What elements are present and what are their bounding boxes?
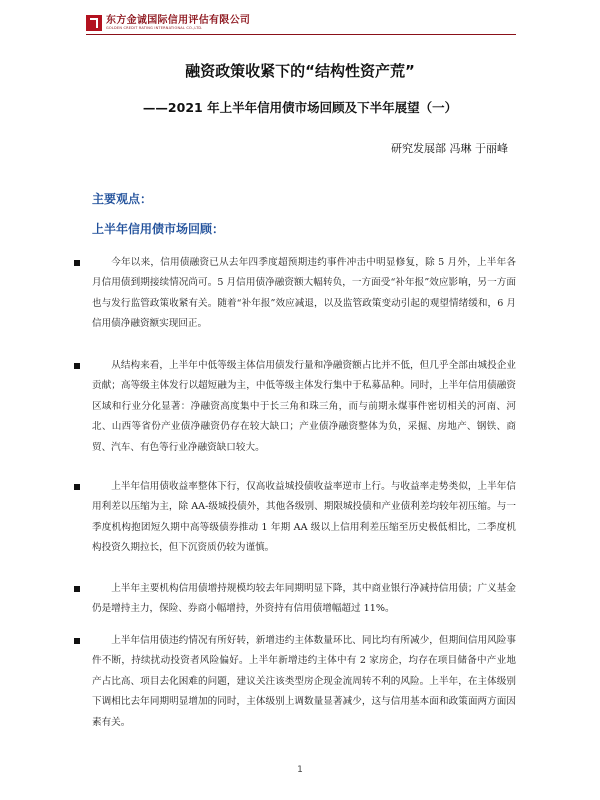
paragraph-text: 上半年信用债收益率整体下行，仅高收益城投债收益率逆市上行。与收益率走势类似，上半年信用利差以压缩为主，除 AA-级城投债外，其他各级别、期限城投债和产业债利差均较年初压缩。与一季度机构抱团短久期中高等级债券推动 1 年期 AA 级以上信用利差压缩至历史极低相比，二季度机构投资久期拉长，但下沉资质仍较为谨慎。 [92, 481, 516, 554]
section-heading-main: 主要观点： [92, 192, 153, 206]
bullet-paragraph [92, 477, 516, 559]
paragraph-text: 上半年信用债违约情况有所好转，新增违约主体数量环比、同比均有所减少，但期间信用风险事件不断，持续扰动投资者风险偏好。上半年新增违约主体中有 2 家房企，均存在项目储备中产业地产占比高、项目去化困难的问题，建议关注该类型房企现金流周转不利的风险。上半年，在主体级别下调相比去年同期明显增加的同时，主体级别上调数量显著减少，这与信用基本面和政策面两方面因素有关。 [92, 635, 516, 728]
bullet-paragraph [92, 631, 516, 733]
bullet-square-icon [74, 586, 80, 592]
bullet-paragraph [92, 579, 516, 620]
document-subtitle: ——2021 年上半年信用债市场回顾及下半年展望（一） [142, 100, 458, 115]
document-title: 融资政策收紧下的“结构性资产荒” [185, 62, 415, 80]
company-logo-icon [86, 15, 102, 31]
bullet-square-icon [74, 363, 80, 369]
bullet-paragraph [92, 253, 516, 335]
paragraph-text: 上半年主要机构信用债增持规模均较去年同期明显下降，其中商业银行净减持信用债；广义基金仍是增持主力，保险、券商小幅增持，外资持有信用债增幅超过 11%。 [92, 583, 516, 615]
paragraph-text: 从结构来看，上半年中低等级主体信用债发行量和净融资额占比并不低，但几乎全部由城投企业贡献；高等级主体发行以超短融为主，中低等级主体发行集中于私募品种。同时，上半年信用债融资区域和行业分化显著：净融资高度集中于长三角和珠三角，而与前期永煤事件密切相关的河南、河北、山西等省份产业债净融资仍存在较大缺口；产业债净融资整体为负，采掘、房地产、钢铁、商贸、汽车、有色等行业净融资缺口较大。 [92, 360, 516, 453]
company-logo-text [106, 16, 250, 31]
bullet-square-icon [74, 484, 80, 490]
page-header [86, 14, 516, 32]
bullet-square-icon [74, 638, 80, 644]
bullet-square-icon [74, 260, 80, 266]
section-heading-review: 上半年信用债市场回顾： [92, 222, 225, 236]
company-name-en: GOLDEN CREDIT RATING INTERNATIONAL CO.,LTD. [106, 25, 203, 30]
paragraph-text: 今年以来，信用债融资已从去年四季度超预期违约事件冲击中明显修复，除 5 月外，上半年各月信用债到期接续情况尚可。5 月信用债净融资额大幅转负，一方面受“补年报”效应影响，另一方面也与发行监管政策收紧有关。随着“补年报”效应减退，以及监管政策变动引起的观望情绪缓和，6 月信用债净融资额实现回正。 [92, 257, 516, 330]
author-line: 研究发展部 冯琳 于丽峰 [391, 142, 508, 155]
page-number: 1 [297, 765, 303, 775]
bullet-paragraph [92, 356, 516, 458]
company-name: 东方金诚国际信用评估有限公司 [106, 14, 251, 26]
header-divider [86, 34, 516, 35]
